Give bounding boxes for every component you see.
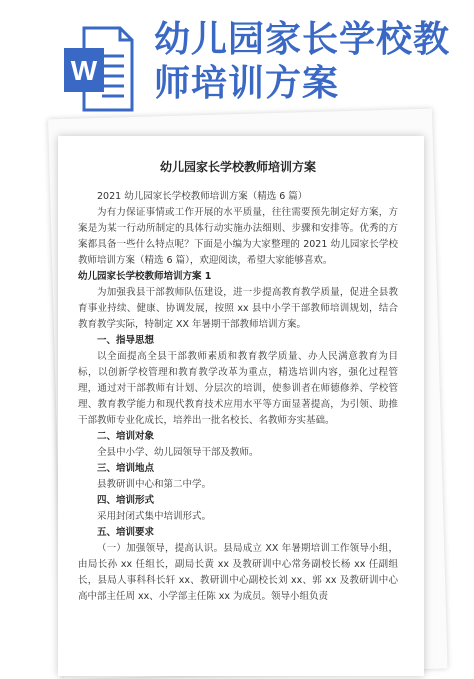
doc-subtitle: 2021 幼儿园家长学校教师培训方案（精选 6 篇） [97,191,308,202]
section-intro: 为加强我县干部教师队伍建设，进一步提高教育教学质量，促进全县教育事业持续、健康、协调发展，按照 xx 县中小学干部教师培训规划，结合教育教学实际，特制定 XX 年暑期干部教师培训方案。 [78,287,398,330]
title-line-2: 师培训方案 [154,63,340,104]
heading-training-location: 三、培训地点 [97,463,155,474]
intro-paragraph: 为有力保证事情或工作开展的水平质量，往往需要预先制定好方案，方案是为某一行动所制定的具体行动实施办法细则、步骤和安排等。优秀的方案都具备一些什么特点呢？下面是小编为大家整理的 2021 幼儿园家长学校教师培训方案（精选 6 篇），欢迎阅读，希望大家能够喜欢。 [78,207,398,266]
paragraph-training-targets: 全县中小学、幼儿园领导干部及教师。 [97,447,259,458]
page-content [78,158,398,605]
heading-training-format: 四、培训形式 [97,495,155,506]
paragraph-training-location: 县教研训中心和第二中学。 [97,479,212,490]
paragraph-guiding-ideology: 以全面提高全县干部教师素质和教育教学质量、办人民满意教育为目标，以创新学校管理和教育教学改革为重点，精选培训内容，强化过程管理，通过对干部教师有计划、分层次的培训，使参训者在师德修养、学校管理、教育教学能力和现代教育技术应用水平等方面显著提高，为引领、助推干部教师专业化成长，培养出一批名校长、名教师夯实基础。 [78,351,398,426]
document-title-banner [154,18,464,106]
paragraph-training-requirements: （一）加强领导，提高认识。县局成立 XX 年暑期培训工作领导小组，由局长孙 xx 任组长，副局长黄 xx 及教研训中心常务副校长杨 xx 任副组长，县局人事科科长轩 xx、教研训中心副校长刘 xx、郭 xx 及教研训中心高中部主任周 xx、小学部主任陈 xx 为成员。领导小组负责 [78,543,398,602]
heading-training-requirements: 五、培训要求 [97,527,155,538]
title-line-1: 幼儿园家长学校教 [154,19,451,60]
word-document-icon [62,26,134,112]
heading-guiding-ideology: 一、指导思想 [97,335,155,346]
document-page [58,136,424,676]
paragraph-training-format: 采用封闭式集中培训形式。 [97,511,212,522]
header-banner [0,0,474,120]
page-title: 幼儿园家长学校教师培训方案 [159,160,316,174]
section-heading: 幼儿园家长学校教师培训方案 1 [78,271,212,282]
word-icon-letter: W [70,55,98,86]
heading-training-targets: 二、培训对象 [97,431,155,442]
